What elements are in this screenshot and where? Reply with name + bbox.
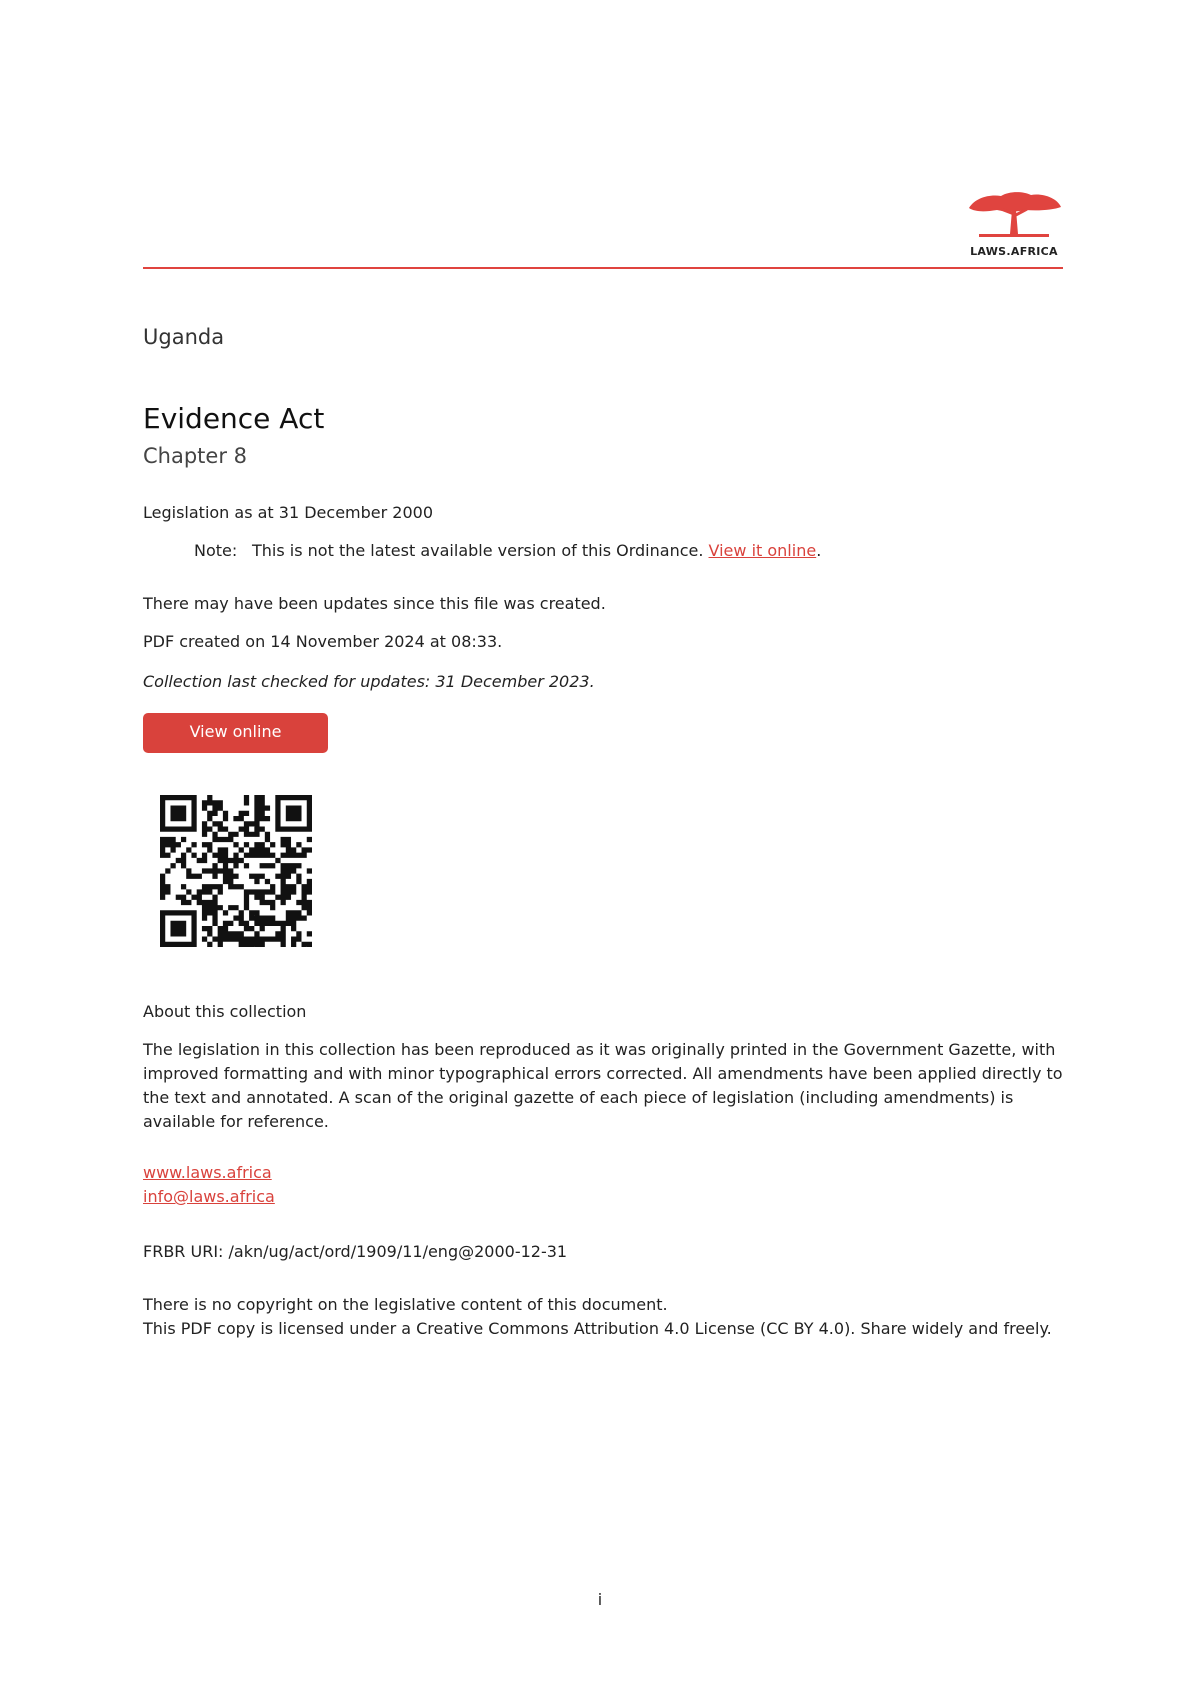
chapter-label: Chapter 8: [143, 444, 247, 468]
collection-checked-date: Collection last checked for updates: 31 December 2023.: [143, 672, 595, 691]
updates-notice: There may have been updates since this file was created.: [143, 594, 606, 613]
header-rule: [143, 267, 1063, 269]
view-it-online-link[interactable]: View it online: [708, 541, 817, 560]
logo-wordmark: LAWS.AFRICA: [970, 245, 1058, 258]
copyright-notice: There is no copyright on the legislative content of this document.: [143, 1295, 668, 1314]
note-label: Note:: [194, 541, 238, 560]
country-label: Uganda: [143, 325, 225, 349]
page-number: i: [597, 1590, 603, 1609]
website-link[interactable]: www.laws.africa: [143, 1163, 272, 1182]
view-online-button[interactable]: View online: [143, 713, 328, 753]
qr-code-icon[interactable]: [160, 795, 312, 947]
pdf-created-date: PDF created on 14 November 2024 at 08:33.: [143, 632, 503, 651]
note-text: This is not the latest available version of this Ordinance.: [252, 541, 709, 560]
about-paragraph: The legislation in this collection has been reproduced as it was originally printed in the Government Gazette, with improved formatting and with minor typographical errors corrected. All amendments have been applied directly to the text and annotated. A scan of the original gazette of each piece of legislation (including amendments) is available for reference.: [143, 1040, 1063, 1131]
email-link[interactable]: info@laws.africa: [143, 1187, 275, 1206]
document-title: Evidence Act: [143, 402, 325, 435]
license-notice: This PDF copy is licensed under a Creative Commons Attribution 4.0 License (CC BY 4.0). Share widely and freely.: [143, 1319, 1052, 1338]
note-period: .: [816, 541, 822, 560]
frbr-uri: FRBR URI: /akn/ug/act/ord/1909/11/eng@2000-12-31: [143, 1242, 568, 1261]
acacia-tree-icon: [965, 190, 1063, 246]
as-at-date: Legislation as at 31 December 2000: [143, 503, 434, 522]
version-note: [194, 541, 821, 560]
about-heading: About this collection: [143, 1002, 307, 1021]
laws-africa-logo: [965, 190, 1063, 262]
